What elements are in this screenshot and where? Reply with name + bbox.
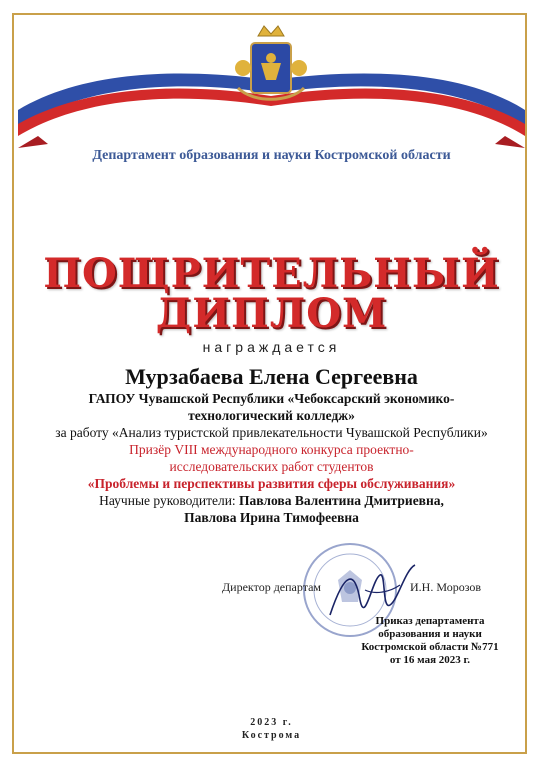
title-line-1: ПОЩРИТЕЛЬНЫЙ: [43, 250, 500, 297]
title-line-2: ДИПЛОМ: [155, 290, 388, 337]
supervisors-line: [40, 492, 503, 509]
order-line-2: образования и науки: [378, 628, 482, 640]
supervisor-1: Павлова Валентина Дмитриевна,: [239, 493, 444, 508]
director-position: Директор департам: [222, 580, 322, 594]
order-line-3: Костромской области №771: [361, 641, 499, 653]
supervisor-2: Павлова Ирина Тимофеевна: [184, 510, 359, 525]
signer-name: И.Н. Морозов: [410, 580, 482, 594]
organization-line-2: технологический колледж»: [188, 408, 355, 423]
department-name: Департамент образования и науки Костромской области: [92, 148, 451, 163]
director-signature-line: [222, 580, 482, 595]
work-title-line: за работу «Анализ туристской привлекательности Чувашской Республики»: [55, 425, 488, 440]
order-line-4: от 16 мая 2023 г.: [389, 654, 471, 666]
footer-year: 2023 г.: [250, 717, 293, 728]
awarded-caption: награждается: [202, 339, 341, 355]
order-line-1: Приказ департамента: [375, 615, 485, 627]
contest-title: «Проблемы и перспективы развития сферы обслуживания»: [87, 476, 456, 491]
organization-line-1: ГАПОУ Чувашской Республики «Чебоксарский экономико-: [88, 391, 455, 406]
prize-line-1: Призёр VIII международного конкурса проектно-: [129, 442, 414, 457]
header-banner: [18, 18, 525, 148]
recipient-name: Мурзабаева Елена Сергеевна: [125, 364, 418, 389]
prize-line-2: исследовательских работ студентов: [169, 459, 374, 474]
footer-city: Кострома: [241, 730, 302, 741]
supervisors-label: Научные руководители:: [99, 493, 236, 508]
